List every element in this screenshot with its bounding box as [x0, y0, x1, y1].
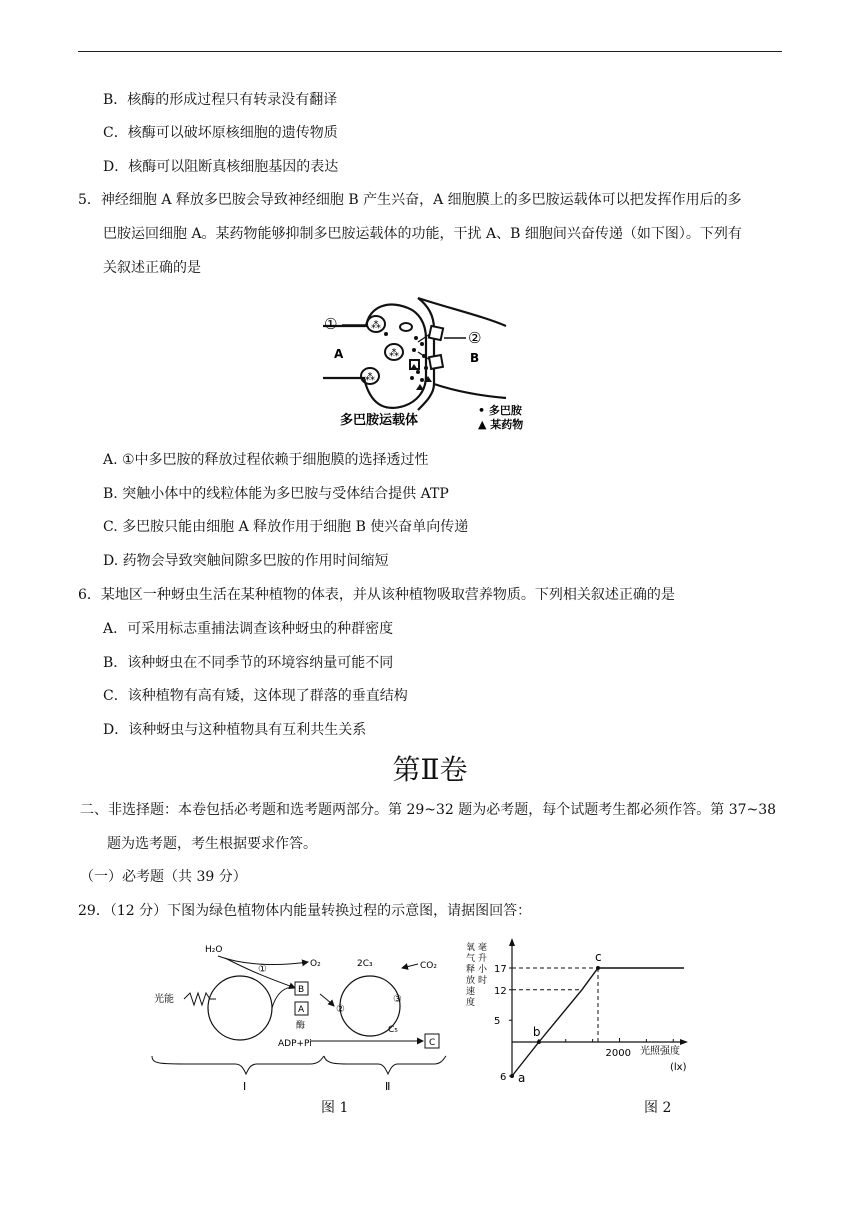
brace-1: [152, 1056, 324, 1074]
roman-1: Ⅰ: [243, 1080, 247, 1093]
x-axis-unit: (lx): [670, 1062, 687, 1073]
circle-1-label: ①: [258, 964, 267, 975]
circle-3-label: ③: [393, 994, 402, 1005]
q6-option-b: B．该种蚜虫在不同季节的环境容纳量可能不同: [103, 655, 394, 671]
y-label-char: 时: [478, 976, 488, 986]
figure-1-diagram: [150, 936, 455, 1096]
q4-option-d: D．核酶可以阻断真核细胞基因的表达: [103, 159, 339, 175]
roman-2: Ⅱ: [385, 1080, 391, 1093]
label-cell-a: A: [334, 347, 344, 361]
brace-2: [324, 1056, 446, 1074]
o2-label: O₂: [310, 959, 321, 969]
q5-option-b: B. 突触小体中的线粒体能为多巴胺与受体结合提供 ATP: [103, 486, 449, 502]
synapse-diagram: [318, 294, 543, 434]
label-circle-2: ②: [468, 329, 482, 347]
svg-text:A: A: [298, 1005, 305, 1015]
q6-option-d: D．该种蚜虫与这种植物具有互利共生关系: [103, 722, 367, 738]
y-label-char: 放: [466, 976, 476, 986]
legend-dopamine: • 多巴胺: [478, 404, 522, 417]
light-label: 光能: [154, 994, 174, 1005]
mitochondrion: [400, 323, 412, 331]
point-a: [510, 1074, 514, 1078]
x-axis-label: 光照强度: [640, 1046, 680, 1057]
q4-option-b: B．核酶的形成过程只有转录没有翻译: [103, 92, 338, 108]
q6-stem: 6．某地区一种蚜虫生活在某种植物的体表，并从该种植物吸取营养物质。下列相关叙述正确的是: [78, 587, 675, 603]
section-title: 第Ⅱ卷: [392, 753, 468, 786]
svg-text:C: C: [429, 1038, 436, 1048]
circle-2-label: ②: [336, 1004, 345, 1015]
point-b: [537, 1040, 541, 1044]
figure-2-chart: [462, 936, 702, 1086]
y-tick-label: 17: [494, 964, 507, 975]
point-label-c: c: [595, 950, 602, 964]
enzyme-label: 酶: [296, 1021, 306, 1031]
c3-label: 2C₃: [357, 959, 373, 969]
label-cell-b: B: [470, 351, 480, 365]
transporter-caption: 多巴胺运载体: [340, 413, 419, 428]
y-label-char: 小: [478, 965, 488, 975]
part2-intro-line2: 题为选考题，考生根据要求作答。: [107, 836, 317, 852]
receptor-upper: [429, 326, 443, 340]
y-label-char: 气: [466, 954, 476, 964]
q6-option-c: C．该种植物有高有矮，这体现了群落的垂直结构: [103, 688, 408, 704]
figure-2-caption: 图 2: [644, 1100, 672, 1116]
required-heading: （一）必考题（共 39 分）: [80, 869, 247, 885]
point-label-b: b: [532, 1025, 541, 1039]
y-label-char: 氧: [466, 943, 476, 953]
point-label-a: a: [518, 1071, 526, 1085]
y-axis-label: [466, 941, 488, 1008]
svg-text:⁂: ⁂: [365, 372, 375, 383]
x-tick-label: 2000: [605, 1048, 631, 1059]
h2o-label: H₂O: [205, 945, 223, 955]
q6-option-a: A．可采用标志重捕法调查该种蚜虫的种群密度: [103, 621, 394, 637]
figure-1-caption: 图 1: [321, 1100, 349, 1116]
y-label-char: 速: [466, 987, 476, 997]
q5-stem-line1: 5．神经细胞 A 释放多巴胺会导致神经细胞 B 产生兴奋，A 细胞膜上的多巴胺运载体可以把发挥作用后的多: [78, 192, 742, 208]
svg-text:⁂: ⁂: [371, 320, 381, 331]
receptor-lower: [429, 355, 443, 369]
q5-stem-line3: 关叙述正确的是: [103, 260, 201, 276]
y-label-char: 升: [478, 954, 488, 964]
y-label-char: 释: [466, 965, 476, 975]
c5-label: C₅: [388, 1025, 398, 1035]
point-c: [596, 966, 600, 970]
light-reaction-cycle: [208, 976, 272, 1040]
q4-option-c: C．核酶可以破坏原核细胞的遗传物质: [103, 125, 338, 141]
legend-drug: ▲ 某药物: [478, 418, 524, 431]
y-label-char: 度: [466, 998, 476, 1008]
y-neg-label: 6: [500, 1072, 507, 1083]
y-tick-label: 5: [494, 1016, 501, 1028]
header-rule: [78, 51, 782, 52]
co2-label: CO₂: [420, 961, 437, 971]
svg-text:B: B: [298, 985, 305, 995]
part2-intro-line1: 二、非选择题：本卷包括必考题和选考题两部分。第 29~32 题为必考题，每个试题考生都必须作答。第 37~38: [80, 802, 777, 818]
q5-stem-line2: 巴胺运回细胞 A。某药物能够抑制多巴胺运载体的功能，干扰 A、B 细胞间兴奋传递（如下图）。下列有: [103, 226, 742, 242]
q5-option-a: A. ①中多巴胺的释放过程依赖于细胞膜的选择透过性: [103, 452, 429, 468]
adp-label: ADP+Pi: [278, 1039, 312, 1049]
label-circle-1: ①: [324, 315, 338, 333]
q29-stem: 29．（12 分）下图为绿色植物体内能量转换过程的示意图，请据图回答：: [78, 903, 532, 919]
q5-option-c: C. 多巴胺只能由细胞 A 释放作用于细胞 B 使兴奋单向传递: [103, 519, 469, 535]
y-tick-label: 12: [494, 985, 507, 997]
q5-option-d: D. 药物会导致突触间隙多巴胺的作用时间缩短: [103, 553, 389, 569]
y-label-char: 毫: [478, 943, 488, 953]
svg-text:⁂: ⁂: [389, 348, 399, 359]
